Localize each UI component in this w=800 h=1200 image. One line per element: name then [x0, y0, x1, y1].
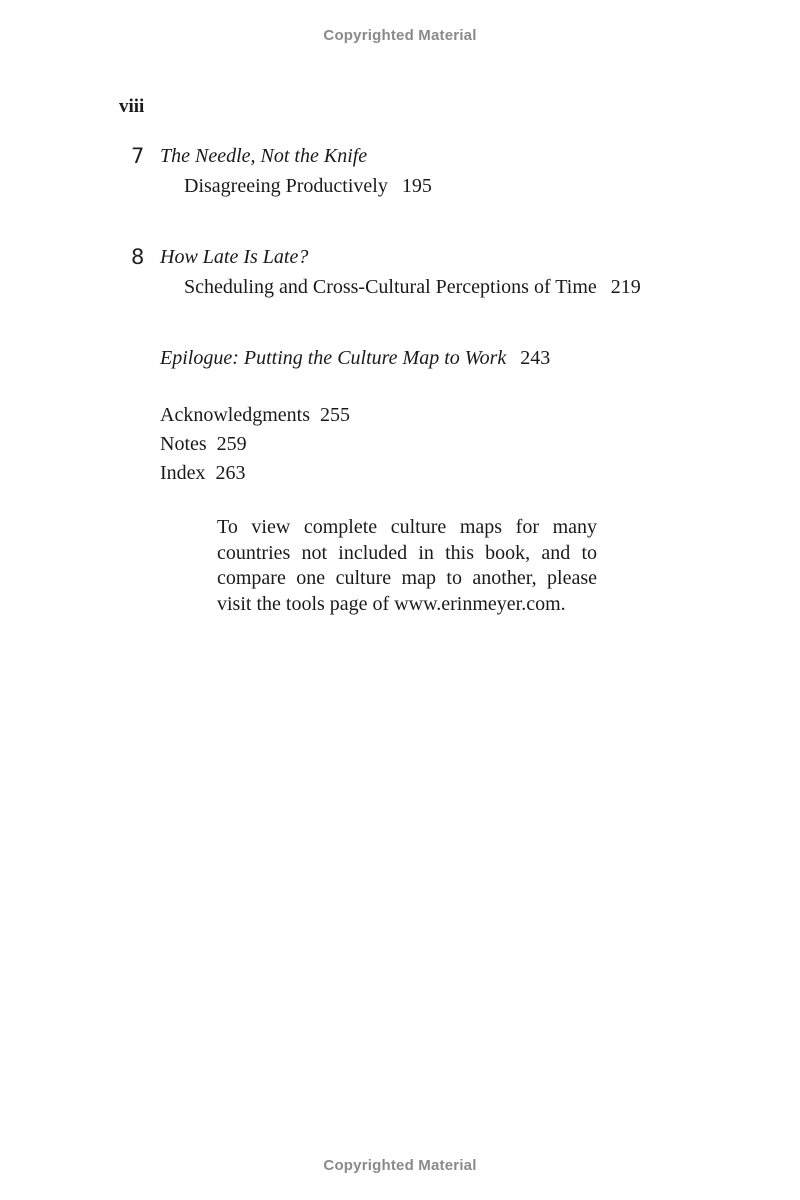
chapter-7-title: The Needle, Not the Knife: [160, 145, 368, 167]
index-entry: [160, 462, 246, 485]
index-label: Index: [160, 462, 206, 484]
chapter-7-entry: [184, 175, 432, 198]
chapter-8-subtitle: Scheduling and Cross-Cultural Perceptions of Time: [184, 276, 597, 298]
copyright-watermark-top: Copyrighted Material: [323, 27, 477, 44]
chapter-8-number: 8: [131, 245, 145, 269]
acknowledgments-label: Acknowledgments: [160, 404, 310, 426]
chapter-7-page: 195: [401, 175, 432, 197]
notes-page: 259: [216, 433, 247, 455]
page-number: viii: [119, 96, 145, 117]
chapter-7-subtitle: Disagreeing Productively: [184, 175, 388, 197]
notes-label: Notes: [160, 433, 207, 455]
index-page: 263: [215, 462, 246, 484]
culture-map-note: To view complete culture maps for many countries not included in this book, and to compare one culture map to another, please visit the tools page of www.erinmeyer.com.: [217, 516, 597, 615]
epilogue-entry: [160, 347, 550, 370]
acknowledgments-page: 255: [319, 404, 350, 426]
chapter-8-title: How Late Is Late?: [160, 246, 309, 268]
epilogue-page: 243: [520, 347, 551, 369]
chapter-8-page: 219: [610, 276, 641, 298]
copyright-watermark-bottom: Copyrighted Material: [323, 1157, 477, 1174]
acknowledgments-entry: [160, 404, 350, 427]
epilogue-title: Epilogue: Putting the Culture Map to Work: [160, 347, 507, 369]
notes-entry: [160, 433, 247, 456]
chapter-7-number: 7: [131, 144, 145, 168]
chapter-8-entry: [184, 276, 641, 299]
